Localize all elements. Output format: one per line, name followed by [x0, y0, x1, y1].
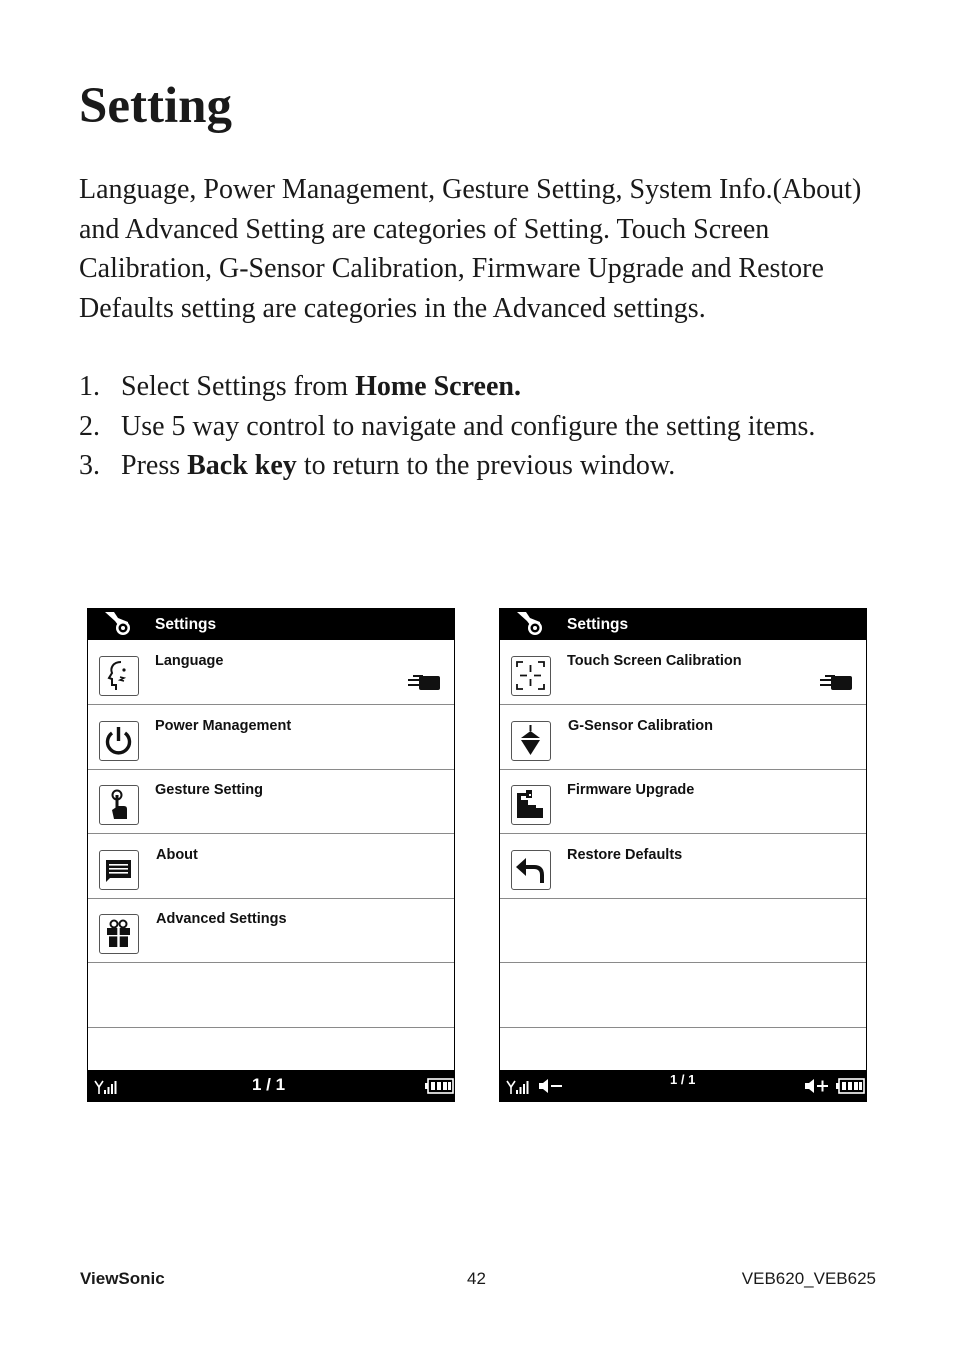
step-item	[79, 367, 909, 407]
footer-brand: ViewSonic	[80, 1269, 165, 1288]
settings-item-label: Restore Defaults	[567, 847, 683, 863]
selection-pointer-icon	[408, 674, 442, 692]
screen-header	[500, 609, 866, 640]
page-title: Setting	[79, 78, 232, 134]
settings-item-touch-screen-calibration[interactable]	[500, 640, 866, 705]
settings-item-label: G-Sensor Calibration	[568, 718, 714, 734]
settings-item-label: Language	[155, 653, 224, 669]
battery-icon	[425, 1078, 454, 1094]
settings-item-gesture-setting[interactable]	[88, 769, 454, 834]
power-icon	[99, 721, 139, 761]
volume-down-icon[interactable]	[538, 1078, 564, 1094]
page-indicator: 1 / 1	[252, 1075, 286, 1094]
gesture-icon	[99, 785, 139, 825]
screen-header-title: Settings	[155, 616, 217, 633]
battery-icon	[836, 1078, 865, 1094]
settings-item-g-sensor-calibration[interactable]	[500, 705, 866, 770]
settings-item-label: About	[156, 847, 198, 863]
footer-page-number: 42	[467, 1269, 486, 1288]
settings-item-label: Advanced Settings	[156, 911, 287, 927]
step-number: 1.	[79, 371, 100, 402]
step-item	[79, 407, 909, 447]
settings-wrench-icon	[514, 609, 548, 640]
step-bold-text: Back key	[187, 450, 297, 481]
step-number: 3.	[79, 450, 100, 481]
settings-screen-main	[87, 608, 455, 1102]
step-number: 2.	[79, 410, 100, 442]
status-bar	[88, 1070, 454, 1101]
settings-item-restore-defaults[interactable]	[500, 834, 866, 899]
step-text: Press	[121, 450, 188, 481]
screen-header-title: Settings	[567, 616, 629, 633]
signal-strength-icon	[94, 1079, 118, 1095]
settings-item-advanced-settings[interactable]	[88, 898, 454, 963]
calibration-target-icon	[511, 656, 551, 696]
settings-item-firmware-upgrade[interactable]	[500, 769, 866, 834]
settings-item-label: Touch Screen Calibration	[567, 653, 742, 669]
firmware-icon	[511, 785, 551, 825]
plumb-bob-icon	[511, 721, 551, 761]
settings-item-about[interactable]	[88, 834, 454, 899]
undo-arrow-icon	[511, 850, 551, 890]
status-bar	[500, 1070, 866, 1101]
screen-header	[88, 609, 454, 640]
advanced-settings-screen	[499, 608, 867, 1102]
steps-list	[79, 367, 909, 486]
volume-up-icon[interactable]	[804, 1078, 830, 1094]
page-indicator: 1 / 1	[670, 1072, 696, 1087]
settings-item-language[interactable]	[88, 640, 454, 705]
step-text: Use 5 way control to navigate and configure the setting items.	[121, 410, 816, 442]
intro-paragraph: Language, Power Management, Gesture Setting, System Info.(About) and Advanced Setting are categories of Setting. Touch Screen Calibration, G-Sensor Calibration, Firmware Upgrade and Restore Defaults setting are categories in the Advanced settings.	[79, 174, 862, 324]
empty-row	[88, 963, 454, 1028]
settings-wrench-icon	[102, 609, 136, 640]
empty-row	[500, 898, 866, 963]
empty-row	[500, 1027, 866, 1069]
step-text: Select Settings from	[121, 371, 356, 402]
language-icon	[99, 656, 139, 696]
about-icon	[99, 850, 139, 890]
empty-row	[500, 963, 866, 1028]
gift-icon	[99, 914, 139, 954]
settings-item-power-management[interactable]	[88, 705, 454, 770]
selection-pointer-icon	[820, 674, 854, 692]
footer-model: VEB620_VEB625	[741, 1269, 876, 1288]
signal-strength-icon	[506, 1079, 530, 1095]
step-text-end: to return to the previous window.	[296, 450, 676, 481]
settings-item-label: Firmware Upgrade	[567, 782, 695, 798]
step-item	[79, 446, 909, 486]
step-bold-text: Home Screen.	[355, 371, 521, 402]
settings-item-label: Power Management	[155, 718, 292, 734]
empty-row	[88, 1027, 454, 1069]
settings-item-label: Gesture Setting	[155, 782, 263, 798]
